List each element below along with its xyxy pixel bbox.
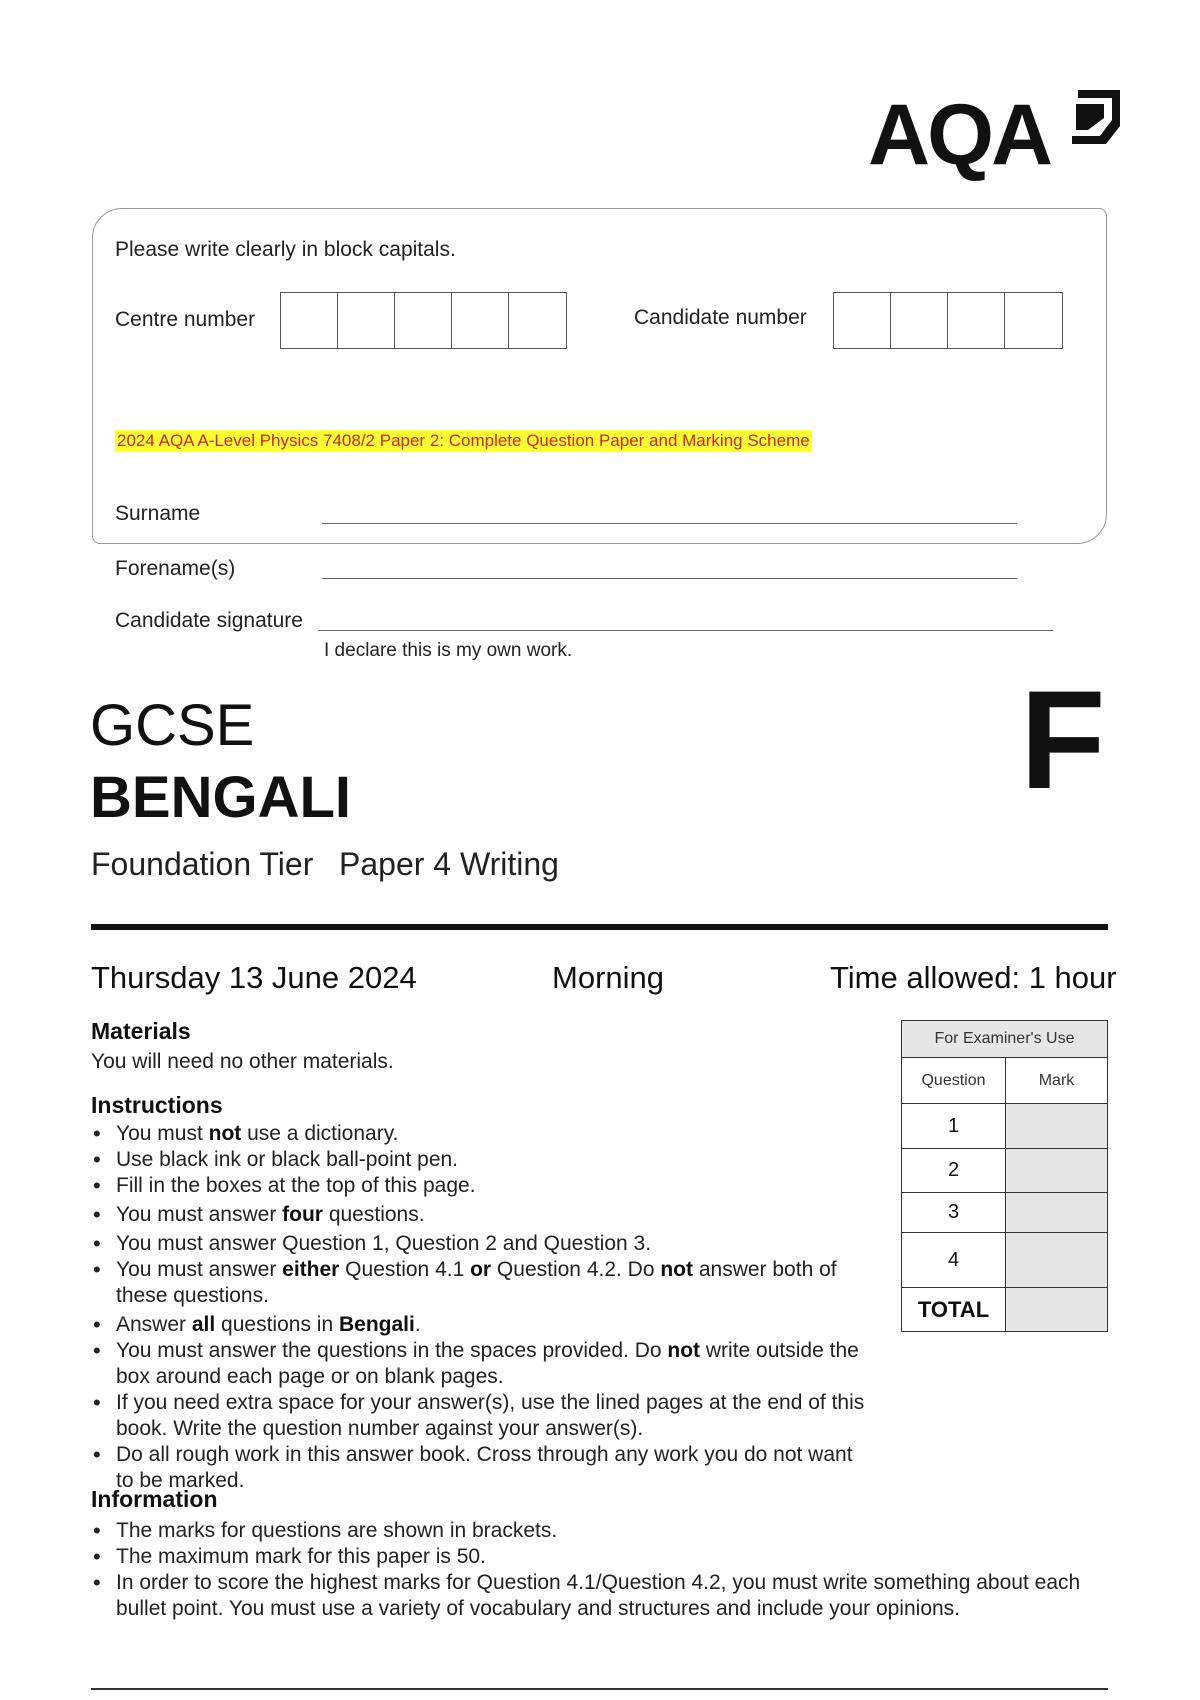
list-item	[91, 1231, 871, 1257]
question-column-header: Question	[902, 1058, 1006, 1104]
list-item	[91, 1202, 871, 1228]
instructions-list	[91, 1121, 871, 1494]
list-item-text: You must answer Question 1, Question 2 and Question 3.	[116, 1232, 652, 1255]
mark-cell	[1006, 1233, 1108, 1288]
candidate-number-cell[interactable]	[834, 293, 891, 348]
centre-number-boxes[interactable]	[280, 292, 567, 349]
list-item	[91, 1544, 1101, 1570]
list-item-text: You must answer	[116, 1203, 283, 1226]
centre-number-cell[interactable]	[452, 293, 509, 348]
emphasis-text: not	[667, 1339, 701, 1362]
list-item	[91, 1257, 871, 1309]
total-mark-cell	[1006, 1288, 1108, 1332]
exam-session: Morning	[552, 960, 664, 995]
mark-cell	[1006, 1104, 1108, 1149]
list-item-text: questions in	[215, 1313, 339, 1336]
examiner-table-title: For Examiner's Use	[902, 1021, 1108, 1058]
materials-heading: Materials	[91, 1018, 191, 1044]
title-divider	[91, 924, 1108, 930]
candidate-number-cell[interactable]	[891, 293, 948, 348]
aqa-logo: AQA	[868, 87, 1051, 183]
list-item-text: You must answer	[116, 1258, 283, 1281]
surname-line[interactable]	[322, 523, 1017, 524]
question-number: 2	[902, 1149, 1006, 1193]
emphasis-text: not	[208, 1122, 242, 1145]
mark-cell	[1006, 1193, 1108, 1233]
emphasis-text: four	[282, 1203, 323, 1226]
list-item-text: Do all rough work in this answer book. Cross through any work you do not want to be marked.	[116, 1443, 853, 1492]
emphasis-text: or	[470, 1258, 492, 1281]
question-number: 3	[902, 1193, 1006, 1233]
examiner-use-table	[901, 1020, 1108, 1332]
list-item-text: use a dictionary.	[241, 1122, 399, 1145]
emphasis-text: not	[660, 1258, 694, 1281]
list-item-text: The marks for questions are shown in brackets.	[116, 1519, 558, 1542]
qualification-title: GCSE	[90, 693, 255, 758]
question-number: 4	[902, 1233, 1006, 1288]
exam-date: Thursday 13 June 2024	[91, 960, 417, 995]
aqa-logo-mark-icon	[1070, 86, 1128, 148]
centre-number-cell[interactable]	[395, 293, 452, 348]
forename-label: Forename(s)	[115, 557, 236, 580]
list-item	[91, 1390, 871, 1442]
list-item-text: You must answer the questions in the spaces provided. Do	[116, 1339, 668, 1362]
materials-text: You will need no other materials.	[91, 1050, 394, 1073]
list-item	[91, 1147, 871, 1173]
list-item-text: If you need extra space for your answer(s), use the lined pages at the end of this book. Write the question number against your answer(s).	[116, 1391, 865, 1440]
centre-number-label: Centre number	[115, 308, 256, 331]
candidate-number-label: Candidate number	[634, 306, 807, 329]
emphasis-text: Bengali	[338, 1313, 415, 1336]
signature-label: Candidate signature	[115, 609, 303, 632]
information-heading: Information	[91, 1486, 218, 1512]
paper-label: Paper 4 Writing	[339, 846, 559, 882]
list-item-text: write outside the box around each page or on blank pages.	[116, 1339, 859, 1388]
list-item	[91, 1570, 1101, 1622]
list-item-text: answer both of these questions.	[116, 1258, 837, 1307]
list-item-text: .	[414, 1313, 421, 1336]
list-item-text: Question 4.1	[339, 1258, 471, 1281]
list-item-text: Answer	[116, 1313, 192, 1336]
list-item-text: You must	[116, 1122, 209, 1145]
centre-number-cell[interactable]	[509, 293, 566, 348]
candidate-number-boxes[interactable]	[833, 292, 1063, 349]
total-label: TOTAL	[902, 1288, 1006, 1332]
list-item	[91, 1338, 871, 1390]
instructions-heading: Instructions	[91, 1092, 223, 1118]
block-capitals-prompt: Please write clearly in block capitals.	[115, 238, 456, 261]
forename-line[interactable]	[322, 578, 1017, 579]
emphasis-text: either	[282, 1258, 340, 1281]
list-item-text: questions.	[322, 1203, 425, 1226]
time-allowed: Time allowed: 1 hour	[830, 960, 1117, 995]
tier-letter: F	[1020, 661, 1106, 818]
information-list	[91, 1518, 1101, 1622]
centre-number-cell[interactable]	[281, 293, 338, 348]
centre-number-cell[interactable]	[338, 293, 395, 348]
list-item-text: The maximum mark for this paper is 50.	[116, 1545, 486, 1568]
list-item-text: Question 4.2. Do	[491, 1258, 661, 1281]
subject-title: BENGALI	[90, 765, 351, 830]
list-item-text: In order to score the highest marks for Question 4.1/Question 4.2, you must write something about each bullet point. You must use a variety of vocabulary and structures and include your opinions.	[116, 1571, 1081, 1620]
mark-column-header: Mark	[1006, 1058, 1108, 1104]
tier-label: Foundation Tier	[91, 846, 314, 882]
bottom-divider	[91, 1688, 1108, 1690]
list-item	[91, 1518, 1101, 1544]
list-item	[91, 1312, 871, 1338]
list-item-text: Use black ink or black ball-point pen.	[116, 1148, 459, 1171]
candidate-number-cell[interactable]	[1005, 293, 1062, 348]
list-item	[91, 1121, 871, 1147]
list-item	[91, 1173, 871, 1199]
question-number: 1	[902, 1104, 1006, 1149]
signature-line[interactable]	[318, 630, 1053, 631]
mark-cell	[1006, 1149, 1108, 1193]
list-item-text: Fill in the boxes at the top of this page.	[116, 1174, 476, 1197]
candidate-number-cell[interactable]	[948, 293, 1005, 348]
surname-label: Surname	[115, 502, 201, 525]
highlighted-banner-text: 2024 AQA A-Level Physics 7408/2 Paper 2: Complete Question Paper and Marking Scheme	[117, 431, 810, 450]
declaration-text: I declare this is my own work.	[324, 640, 573, 661]
emphasis-text: all	[191, 1313, 216, 1336]
